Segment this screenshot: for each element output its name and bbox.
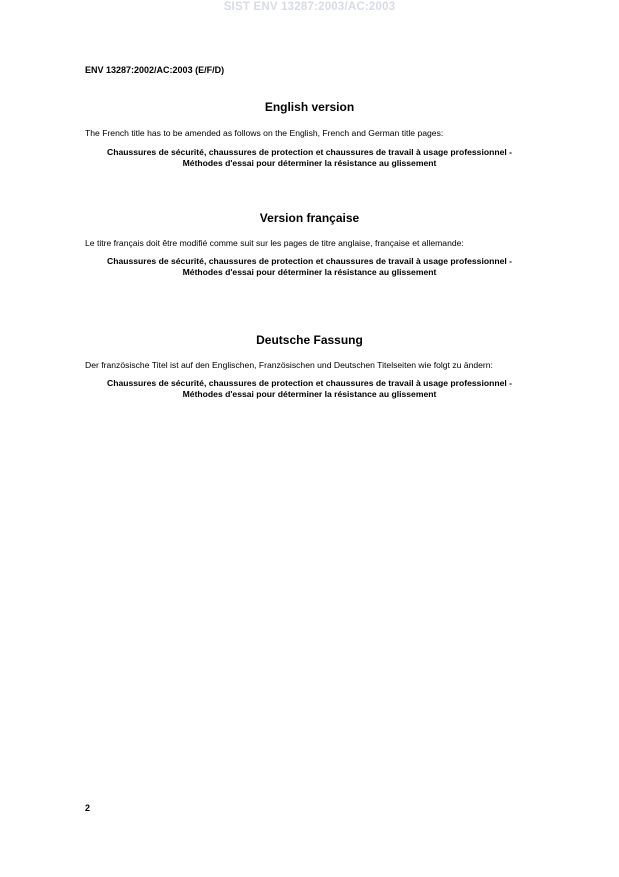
section-english [85, 100, 534, 170]
section-heading: Version française [259, 211, 360, 225]
section-title: Chaussures de sécurité, chaussures de protection et chaussures de travail à usage professionnel - Méthodes d'essai pour déterminer la résistance au glissement [106, 377, 512, 399]
watermark: SIST ENV 13287:2003/AC:2003 [223, 1, 396, 13]
section-french [85, 211, 534, 279]
document-id: ENV 13287:2002/AC:2003 (E/F/D) [85, 65, 225, 75]
section-text: Der französische Titel ist auf den Englischen, Französischen und Deutschen Titelseiten wie folgt zu ändern: [85, 360, 493, 370]
section-title: Chaussures de sécurité, chaussures de protection et chaussures de travail à usage professionnel - Méthodes d'essai pour déterminer la résistance au glissement [106, 146, 512, 168]
section-german [85, 333, 534, 401]
section-text: The French title has to be amended as follows on the English, French and German title pages: [85, 128, 444, 138]
page-number: 2 [85, 803, 91, 813]
section-heading: Deutsche Fassung [256, 333, 363, 347]
section-title: Chaussures de sécurité, chaussures de protection et chaussures de travail à usage professionnel - Méthodes d'essai pour déterminer la résistance au glissement [106, 255, 512, 277]
section-heading: English version [264, 100, 355, 114]
section-text: Le titre français doit être modifié comme suit sur les pages de titre anglaise, française et allemande: [85, 238, 464, 248]
